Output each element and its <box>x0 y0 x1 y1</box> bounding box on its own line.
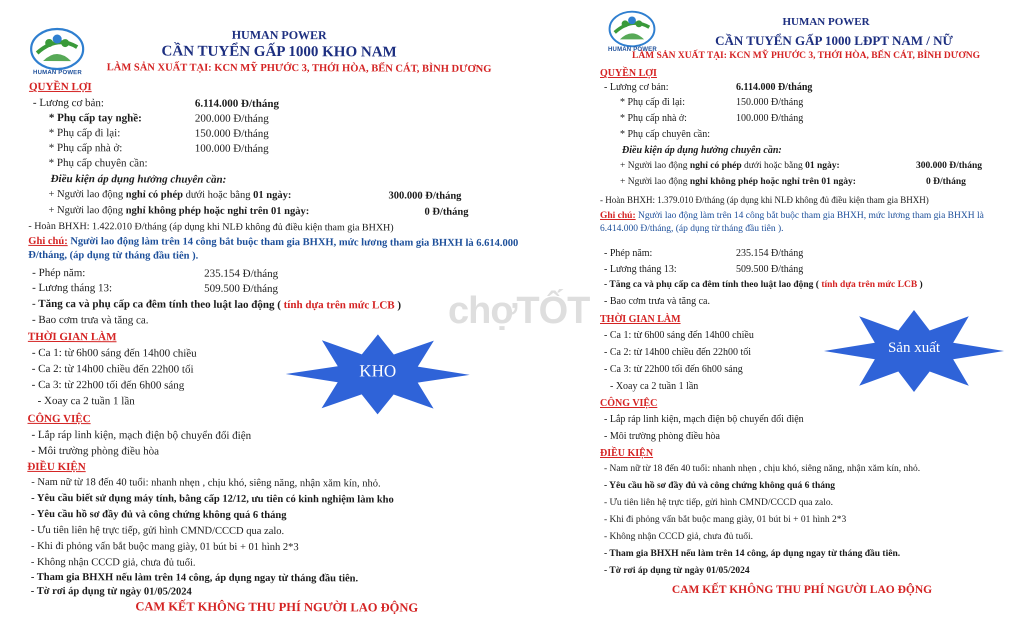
human-power-logo-icon <box>606 10 658 48</box>
section-job: CÔNG VIỆC <box>600 398 658 409</box>
housing-allowance-value: 100.000 Đ/tháng <box>194 142 269 155</box>
annual-leave-value: 235.154 Đ/tháng <box>204 267 279 281</box>
job-2: - Môi trường phòng điều hòa <box>31 444 160 458</box>
star-label: KHO <box>359 361 397 381</box>
shift-3: - Ca 3: từ 22h00 tối đến 6h00 sáng <box>604 364 743 375</box>
diligence-condition-2-value: 0 Đ/tháng <box>424 206 469 218</box>
meal-line: - Bao cơm trưa và tăng ca. <box>604 296 710 307</box>
requirement-8: - Tờ rơi áp dụng từ ngày 01/05/2024 <box>30 585 192 598</box>
human-power-logo <box>606 10 658 54</box>
cond2-bold: nghỉ không phép hoặc nghỉ trên 01 ngày: <box>125 205 310 218</box>
footer-commitment: CAM KẾT KHÔNG THU PHÍ NGƯỜI LAO ĐỘNG <box>671 584 933 596</box>
requirement-7: - Tờ rơi áp dụng từ ngày 01/05/2024 <box>604 566 750 576</box>
annual-leave-label: - Phép năm: <box>32 266 86 280</box>
diligence-condition-1 <box>620 161 840 171</box>
requirement-6: - Không nhận CCCD giả, chưa đủ tuổi. <box>30 556 196 569</box>
cond1-mid: dưới hoặc bằng <box>741 161 806 171</box>
cond1-prefix: + Người lao động <box>620 161 690 171</box>
diligence-condition-2 <box>48 205 309 217</box>
cond2-bold: nghỉ không phép hoặc nghỉ trên 01 ngày: <box>689 177 856 187</box>
section-benefits: QUYỀN LỢI <box>600 68 657 79</box>
requirement-1: - Nam nữ từ 18 đến 40 tuổi: nhanh nhẹn , chịu khó, siêng năng, nhận xăm kín, nhỏ. <box>604 464 921 474</box>
job-1: - Lắp ráp linh kiện, mạch điện bộ chuyển đổi điện <box>31 428 252 442</box>
section-requirements: ĐIỀU KIỆN <box>27 460 86 474</box>
annual-leave-value: 235.154 Đ/tháng <box>736 248 804 259</box>
shift-rotation: - Xoay ca 2 tuần 1 lần <box>610 381 699 392</box>
section-hours: THỜI GIAN LÀM <box>600 314 681 325</box>
watermark: chợTỐT <box>448 290 590 332</box>
diligence-condition-2 <box>620 177 856 187</box>
shift-3: - Ca 3: từ 22h00 tối đến 6h00 sáng <box>31 378 185 392</box>
requirement-5: - Không nhận CCCD giả, chưa đủ tuổi. <box>604 532 753 542</box>
cond1-days: 01 ngày: <box>805 161 840 171</box>
cond1-mid: dưới hoặc bằng <box>182 189 254 201</box>
meal-line: - Bao cơm trưa và tăng ca. <box>31 313 149 327</box>
requirement-3: - Ưu tiên liên hệ trực tiếp, gửi hình CMND/CCCD qua zalo. <box>604 498 834 508</box>
requirement-4: - Ưu tiên liên hệ trực tiếp, gửi hình CMND/CCCD qua zalo. <box>31 524 285 538</box>
requirement-3: - Yêu cầu hồ sơ đầy đủ và công chứng không quá 6 tháng <box>31 508 287 522</box>
shift-rotation: - Xoay ca 2 tuần 1 lần <box>37 394 135 408</box>
shift-1: - Ca 1: từ 6h00 sáng đến 14h00 chiều <box>31 346 197 360</box>
cond1-days: 01 ngày: <box>253 189 292 202</box>
logo-text: HUMAN POWER <box>608 47 657 53</box>
shift-1: - Ca 1: từ 6h00 sáng đến 14h00 chiều <box>604 330 754 341</box>
overtime-line <box>32 298 401 312</box>
diligence-condition-1-value: 300.000 Đ/tháng <box>916 161 982 171</box>
footer-commitment: CAM KẾT KHÔNG THU PHÍ NGƯỜI LAO ĐỘNG <box>135 599 419 615</box>
diligence-condition-2-value: 0 Đ/tháng <box>926 177 966 187</box>
skill-allowance-label: * Phụ cấp tay nghề: <box>48 111 142 125</box>
cond1-bold: nghỉ có phép <box>125 189 183 201</box>
requirement-7: - Tham gia BHXH nếu làm trên 14 công, áp dụng ngay từ tháng đầu tiên. <box>30 571 359 585</box>
skill-allowance-value: 200.000 Đ/tháng <box>194 112 269 125</box>
diligence-condition-title: Điều kiện áp dụng hưởng chuyên cần: <box>50 173 227 186</box>
brand-title: HUMAN POWER <box>231 27 327 43</box>
housing-allowance-label: * Phụ cấp nhà ở: <box>48 141 123 155</box>
base-salary-label: - Lương cơ bản: <box>604 82 669 93</box>
requirement-4: - Khi đi phỏng vấn bắt buộc mang giày, 01 bút bi + 01 hình 2*3 <box>604 515 847 525</box>
housing-allowance-label: * Phụ cấp nhà ở: <box>620 113 687 124</box>
cond1-prefix: + Người lao động <box>48 188 126 201</box>
work-location: LÀM SẢN XUẤT TẠI: KCN MỸ PHƯỚC 3, THỚI HÒA, BẾN CÁT, BÌNH DƯƠNG <box>631 51 980 61</box>
overtime-b: tính dựa trên mức LCB <box>283 299 395 312</box>
cond1-bold: nghỉ có phép <box>689 161 742 171</box>
requirement-2: - Yêu cầu biết sử dụng máy tính, bằng cấp 12/12, ưu tiên có kinh nghiệm làm kho <box>31 492 394 506</box>
brand-title: HUMAN POWER <box>782 16 870 28</box>
month13-label: - Lương tháng 13: <box>32 281 113 295</box>
star-label: Sản xuất <box>887 340 941 356</box>
month13-value: 509.500 Đ/tháng <box>204 282 279 295</box>
star-badge <box>284 332 472 417</box>
section-benefits: QUYỀN LỢI <box>28 80 92 94</box>
travel-allowance-label: * Phụ cấp đi lại: <box>620 97 685 108</box>
work-location: LÀM SẢN XUẤT TẠI: KCN MỸ PHƯỚC 3, THỚI HÒA, BẾN CÁT, BÌNH DƯƠNG <box>106 62 492 75</box>
month13-value: 509.500 Đ/tháng <box>736 264 804 275</box>
social-insurance-refund: - Hoàn BHXH: 1.422.010 Đ/tháng (áp dụng khi NLĐ không đủ điều kiện tham gia BHXH) <box>28 220 394 234</box>
diligence-allowance-label: * Phụ cấp chuyên cần: <box>48 156 148 170</box>
requirement-2: - Yêu cầu hồ sơ đầy đủ và công chứng không quá 6 tháng <box>604 481 836 491</box>
note-label: Ghi chú: <box>600 211 636 221</box>
note-label: Ghi chú: <box>28 235 68 248</box>
requirement-1: - Nam nữ từ 18 đến 40 tuổi: nhanh nhẹn , chịu khó, siêng năng, nhận xăm kín, nhỏ. <box>31 476 381 490</box>
star-badge <box>822 308 1006 394</box>
housing-allowance-value: 100.000 Đ/tháng <box>736 113 804 124</box>
travel-allowance-value: 150.000 Đ/tháng <box>194 127 269 140</box>
overtime-b: tính dựa trên mức LCB <box>821 280 918 290</box>
page-heading: CẦN TUYỂN GẤP 1000 KHO NAM <box>161 43 397 61</box>
annual-leave-label: - Phép năm: <box>604 248 653 259</box>
cond2-prefix: + Người lao động <box>48 204 126 217</box>
base-salary-label: - Lương cơ bản: <box>32 96 105 110</box>
logo-text: HUMAN POWER <box>33 69 82 77</box>
page-heading: CẦN TUYỂN GẤP 1000 LĐPT NAM / NỮ <box>715 33 953 48</box>
overtime-c: ) <box>394 299 402 312</box>
job-1: - Lắp ráp linh kiện, mạch điện bộ chuyển đổi điện <box>604 414 804 425</box>
note-text: Người lao động làm trên 14 công bắt buộc tham gia BHXH, mức lương tham gia BHXH là 6.414.000 Đ/tháng, (áp dụng từ tháng đầu tiên ). <box>600 211 984 234</box>
diligence-condition-1 <box>48 189 291 201</box>
section-job: CÔNG VIỆC <box>27 412 91 426</box>
shift-2: - Ca 2: từ 14h00 chiều đến 22h00 tối <box>604 347 752 358</box>
diligence-allowance-label: * Phụ cấp chuyên cần: <box>620 129 710 140</box>
note-block <box>28 235 534 266</box>
diligence-condition-1-value: 300.000 Đ/tháng <box>388 190 462 202</box>
travel-allowance-label: * Phụ cấp đi lại: <box>48 126 121 140</box>
social-insurance-refund: - Hoàn BHXH: 1.379.010 Đ/tháng (áp dụng khi NLĐ không đủ điều kiện tham gia BHXH) <box>600 195 929 205</box>
base-salary-value: 6.114.000 Đ/tháng <box>194 97 279 111</box>
flyer-san-xuat <box>586 6 1018 606</box>
overtime-a: - Tăng ca và phụ cấp ca đêm tính theo luật lao động ( <box>604 280 822 290</box>
requirement-6: - Tham gia BHXH nếu làm trên 14 công, áp dụng ngay từ tháng đầu tiên. <box>604 549 901 559</box>
shift-2: - Ca 2: từ 14h00 chiều đến 22h00 tối <box>31 362 194 376</box>
section-requirements: ĐIỀU KIỆN <box>600 448 654 459</box>
requirement-5: - Khi đi phỏng vấn bắt buộc mang giày, 01 bút bi + 01 hình 2*3 <box>30 540 299 554</box>
travel-allowance-value: 150.000 Đ/tháng <box>736 97 804 108</box>
note-text: Người lao động làm trên 14 công bắt buộc tham gia BHXH, mức lương tham gia BHXH là 6.614.000 Đ/tháng, (áp dụng từ tháng đầu tiên ). <box>28 236 519 262</box>
overtime-c: ) <box>917 280 923 290</box>
base-salary-value: 6.114.000 Đ/tháng <box>736 82 813 93</box>
overtime-a: - Tăng ca và phụ cấp ca đêm tính theo luật lao động ( <box>32 297 284 312</box>
note-block <box>600 210 1004 236</box>
cond2-prefix: + Người lao động <box>620 177 690 187</box>
section-hours: THỜI GIAN LÀM <box>27 330 117 344</box>
diligence-condition-title: Điều kiện áp dụng hưởng chuyên cần: <box>622 145 782 156</box>
job-2: - Môi trường phòng điều hòa <box>604 431 720 442</box>
month13-label: - Lương tháng 13: <box>604 264 677 275</box>
overtime-line <box>604 280 923 290</box>
